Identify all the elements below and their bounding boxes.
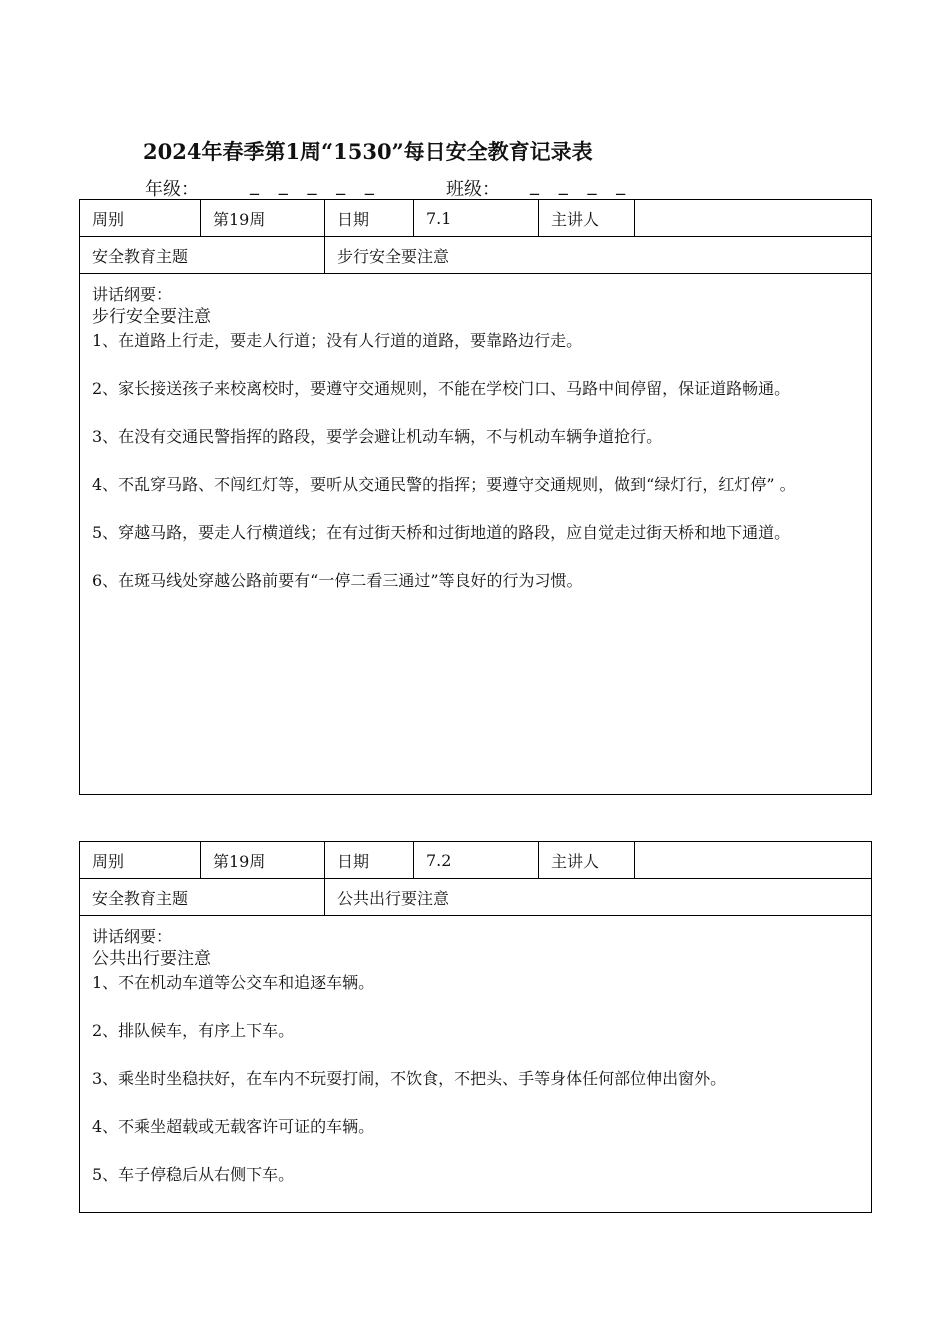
outline-item: 6、在斑马线处穿越公路前要有“一停二看三通过”等良好的行为习惯。 <box>92 571 583 590</box>
topic-value: 公共出行要注意 <box>325 879 872 916</box>
topic-value: 步行安全要注意 <box>325 237 872 274</box>
outline-item: 2、家长接送孩子来校离校时，要遵守交通规则，不能在学校门口、马路中间停留，保证道路畅通。 <box>92 379 791 398</box>
outline-heading: 公共出行要注意 <box>92 949 211 969</box>
speaker-label: 主讲人 <box>539 200 635 237</box>
week-label: 周别 <box>80 842 201 879</box>
topic-label: 安全教育主题 <box>80 879 325 916</box>
date-value: 7.1 <box>414 200 539 237</box>
speaker-value[interactable] <box>635 200 872 237</box>
date-label: 日期 <box>325 200 414 237</box>
week-value: 第19周 <box>201 200 325 237</box>
outline-item: 2、排队候车，有序上下车。 <box>92 1021 295 1040</box>
grade-blank[interactable]: _ _ _ _ _ <box>250 175 381 196</box>
outline-label: 讲话纲要： <box>92 285 173 304</box>
outline-item: 3、乘坐时坐稳扶好，在车内不玩耍打闹，不饮食，不把头、手等身体任何部位伸出窗外。 <box>92 1069 727 1088</box>
outline-item: 4、不乘坐超载或无载客许可证的车辆。 <box>92 1117 375 1136</box>
outline-item: 4、不乱穿马路、不闯红灯等，要听从交通民警的指挥；要遵守交通规则，做到“绿灯行，红灯停” 。 <box>92 475 796 494</box>
week-value: 第19周 <box>201 842 325 879</box>
date-label: 日期 <box>325 842 414 879</box>
outline-item: 1、在道路上行走，要走人行道；没有人行道的道路，要靠路边行走。 <box>92 331 583 350</box>
class-label: 班级： <box>446 179 500 200</box>
page-title: 2024年春季第1周“1530”每日安全教育记录表 <box>143 139 593 164</box>
outline-item: 5、车子停稳后从右侧下车。 <box>92 1165 295 1184</box>
outline-item: 3、在没有交通民警指挥的路段，要学会避让机动车辆，不与机动车辆争道抢行。 <box>92 427 663 446</box>
class-blank[interactable]: _ _ _ _ <box>530 175 633 196</box>
outline-cell <box>80 916 872 1213</box>
topic-label: 安全教育主题 <box>80 237 325 274</box>
week-label: 周别 <box>80 200 201 237</box>
outline-heading: 步行安全要注意 <box>92 307 211 327</box>
outline-cell <box>80 274 872 795</box>
speaker-value[interactable] <box>635 842 872 879</box>
record-table-2 <box>79 841 872 1213</box>
outline-item: 5、穿越马路，要走人行横道线；在有过街天桥和过街地道的路段，应自觉走过街天桥和地下通道。 <box>92 523 791 542</box>
speaker-label: 主讲人 <box>539 842 635 879</box>
date-value: 7.2 <box>414 842 539 879</box>
record-table-1 <box>79 199 872 795</box>
outline-label: 讲话纲要： <box>92 927 173 946</box>
grade-label: 年级： <box>145 179 199 200</box>
outline-item: 1、不在机动车道等公交车和追逐车辆。 <box>92 973 375 992</box>
